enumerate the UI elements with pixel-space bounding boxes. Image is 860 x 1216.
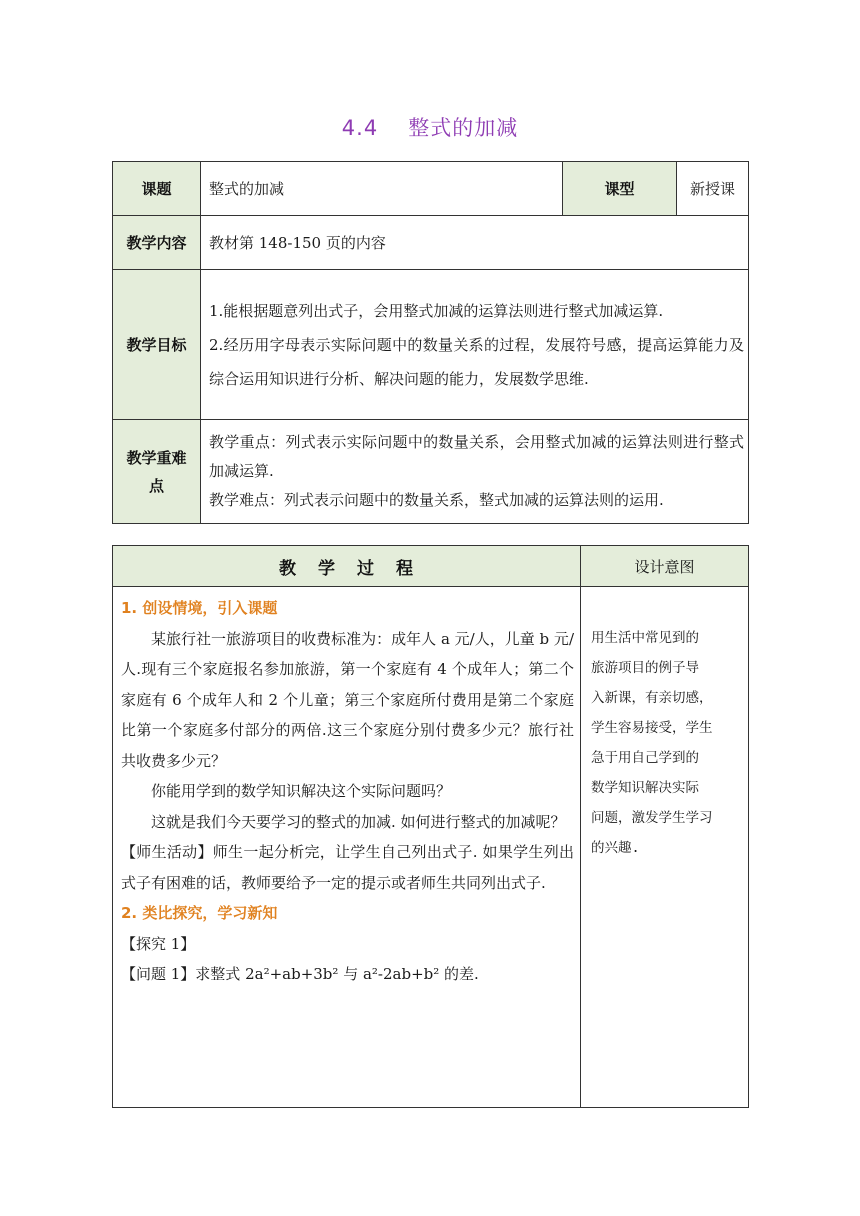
process-header-row (113, 546, 749, 587)
section-heading-2: 2. 类比探究，学习新知 (121, 904, 278, 922)
keypoints-label: 教学重难点 (113, 420, 201, 524)
design-line: 旅游项目的例子导 (591, 660, 699, 676)
section-number: 4.4 (341, 116, 379, 140)
design-intent (581, 587, 749, 1108)
keypoints-cell (201, 420, 749, 524)
goals-label: 教学目标 (113, 270, 201, 420)
design-line: 入新课，有亲切感， (591, 690, 713, 706)
goals-row (113, 270, 749, 420)
lesson-info-table (112, 161, 749, 524)
design-line: 学生容易接受，学生 (591, 720, 713, 736)
goal-item: 1.能根据题意列出式子，会用整式加减的运算法则进行整式加减运算. (209, 301, 664, 320)
question-paragraph: 你能用学到的数学知识解决这个实际问题吗？ (151, 782, 452, 800)
process-content (113, 587, 581, 1108)
design-header: 设计意图 (581, 546, 749, 587)
activity-paragraph: 【师生活动】师生一起分析完，让学生自己列出式子. 如果学生列出式子有困难的话，教师要给予一定的提示或者师生共同列出式子. (121, 843, 574, 892)
teaching-process-table (112, 545, 749, 1108)
design-line: 问题，激发学生学习 (591, 810, 713, 826)
keypoint-item: 教学难点：列式表示问题中的数量关系，整式加减的运算法则的运用. (209, 491, 664, 509)
type-value: 新授课 (677, 162, 749, 216)
content-row (113, 216, 749, 270)
question-1: 【问题 1】求整式 2a²+ab+3b² 与 a²-2ab+b² 的差. (121, 965, 479, 983)
design-line: 的兴趣. (591, 840, 640, 856)
keypoint-item: 教学重点：列式表示实际问题中的数量关系，会用整式加减的运算法则进行整式加减运算. (209, 433, 744, 480)
process-header: 教学过程 (113, 546, 581, 587)
content-label: 教学内容 (113, 216, 201, 270)
section-title: 整式的加减 (408, 116, 519, 140)
keypoints-row (113, 420, 749, 524)
explore-label: 【探究 1】 (121, 934, 196, 953)
design-line: 用生活中常见到的 (591, 630, 699, 646)
topic-label: 课题 (113, 162, 201, 216)
content-value: 教材第 148-150 页的内容 (201, 216, 749, 270)
section-heading-1: 1. 创设情境，引入课题 (121, 599, 278, 617)
type-label: 课型 (563, 162, 677, 216)
process-body-row (113, 587, 749, 1108)
design-line: 急于用自己学到的 (591, 750, 699, 766)
topic-row (113, 162, 749, 216)
scenario-paragraph: 某旅行社一旅游项目的收费标准为：成年人 a 元/人，儿童 b 元/人.现有三个家庭报名参加旅游，第一个家庭有 4 个成年人；第二个家庭有 6 个成年人和 2 个儿童；第三个家庭所付费用是第二个家庭比第一个家庭多付部分的两倍.这三个家庭分别付费多少元？旅行社共收费多少元？ (121, 629, 574, 770)
goal-item: 2.经历用字母表示实际问题中的数量关系的过程，发展符号感，提高运算能力及综合运用知识进行分析、解决问题的能力，发展数学思维. (209, 335, 744, 388)
page-title (0, 112, 860, 142)
goals-cell (201, 270, 749, 420)
topic-value: 整式的加减 (201, 162, 563, 216)
intro-paragraph: 这就是我们今天要学习的整式的加减. 如何进行整式的加减呢？ (151, 812, 566, 831)
design-line: 数学知识解决实际 (591, 780, 699, 796)
